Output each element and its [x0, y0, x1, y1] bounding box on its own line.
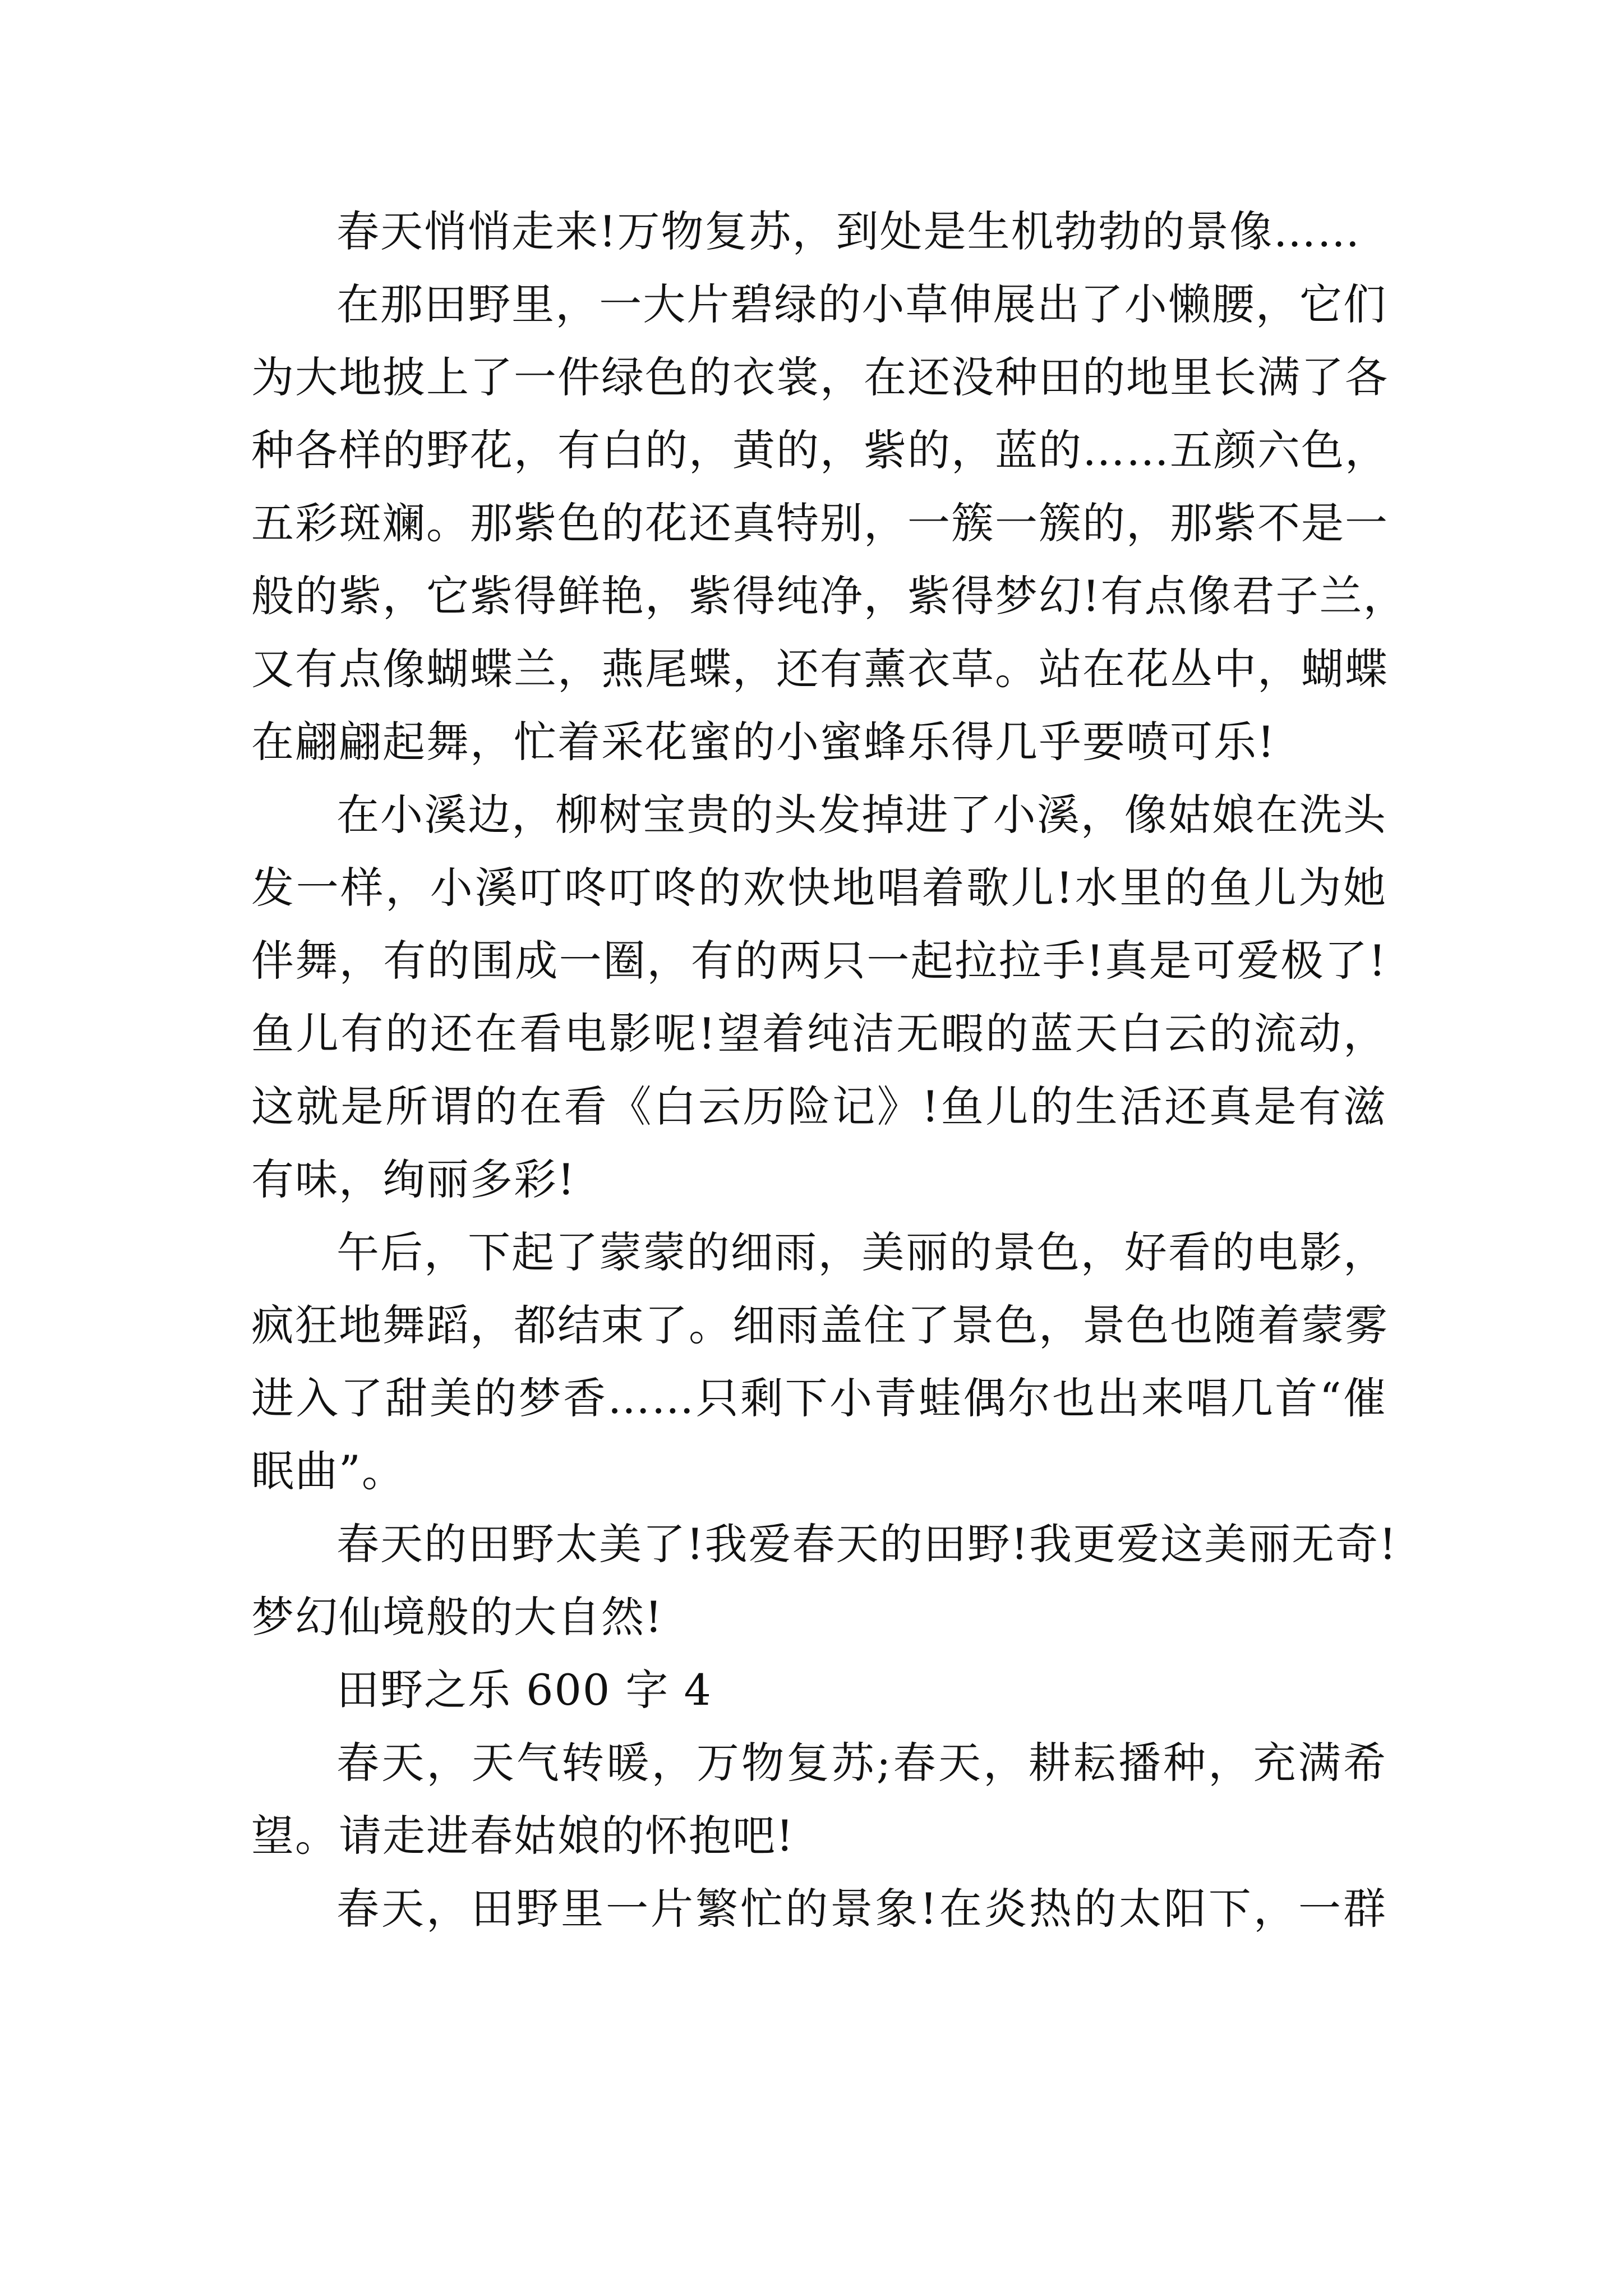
paragraph-line: 般的紫，它紫得鲜艳，紫得纯净，紫得梦幻!有点像君子兰，: [251, 571, 1407, 621]
paragraph-line: 鱼儿有的还在看电影呢!望着纯洁无暇的蓝天白云的流动，: [251, 1009, 1387, 1059]
paragraph-line: 午后，下起了蒙蒙的细雨，美丽的景色，好看的电影，: [336, 1227, 1387, 1277]
paragraph-line: 又有点像蝴蝶兰，燕尾蝶，还有薰衣草。站在花丛中，蝴蝶: [251, 644, 1389, 694]
paragraph-line: 春天，天气转暖，万物复苏;春天，耕耘播种，充满希: [336, 1738, 1387, 1788]
paragraph-line: 眠曲”。: [251, 1446, 405, 1496]
paragraph-line: 有味，绚丽多彩!: [251, 1154, 576, 1204]
paragraph-line: 五彩斑斓。那紫色的花还真特别，一簇一簇的，那紫不是一: [251, 498, 1389, 548]
paragraph-line: 伴舞，有的围成一圈，有的两只一起拉拉手!真是可爱极了!: [251, 936, 1387, 986]
paragraph-line: 发一样，小溪叮咚叮咚的欢快地唱着歌儿!水里的鱼儿为她: [251, 863, 1387, 913]
paragraph-line: 春天的田野太美了!我爱春天的田野!我更爱这美丽无奇!: [336, 1519, 1398, 1569]
paragraph-line: 春天悄悄走来!万物复苏，到处是生机勃勃的景像……: [336, 206, 1361, 256]
paragraph-line: 进入了甜美的梦香……只剩下小青蛙偶尔也出来唱几首“催: [251, 1373, 1387, 1423]
paragraph-line: 种各样的野花，有白的，黄的，紫的，蓝的……五颜六色，: [251, 425, 1389, 475]
paragraph-line: 梦幻仙境般的大自然!: [251, 1592, 663, 1642]
paragraph-line: 在小溪边，柳树宝贵的头发掉进了小溪，像姑娘在洗头: [336, 790, 1387, 840]
paragraph-line: 望。请走进春姑娘的怀抱吧!: [251, 1811, 795, 1861]
document-body: [251, 195, 1407, 1945]
paragraph-line: 疯狂地舞蹈，都结束了。细雨盖住了景色，景色也随着蒙雾: [251, 1300, 1389, 1350]
paragraph-line: 春天，田野里一片繁忙的景象!在炎热的太阳下，一群: [336, 1884, 1387, 1934]
section-heading: 田野之乐 600 字 4: [336, 1665, 712, 1715]
paragraph-line: 在翩翩起舞，忙着采花蜜的小蜜蜂乐得几乎要喷可乐!: [251, 717, 1276, 767]
paragraph-line: 在那田野里，一大片碧绿的小草伸展出了小懒腰，它们: [336, 279, 1387, 329]
paragraph-line: 为大地披上了一件绿色的衣裳，在还没种田的地里长满了各: [251, 352, 1389, 402]
paragraph-line: 这就是所谓的在看《白云历险记》!鱼儿的生活还真是有滋: [251, 1082, 1387, 1131]
